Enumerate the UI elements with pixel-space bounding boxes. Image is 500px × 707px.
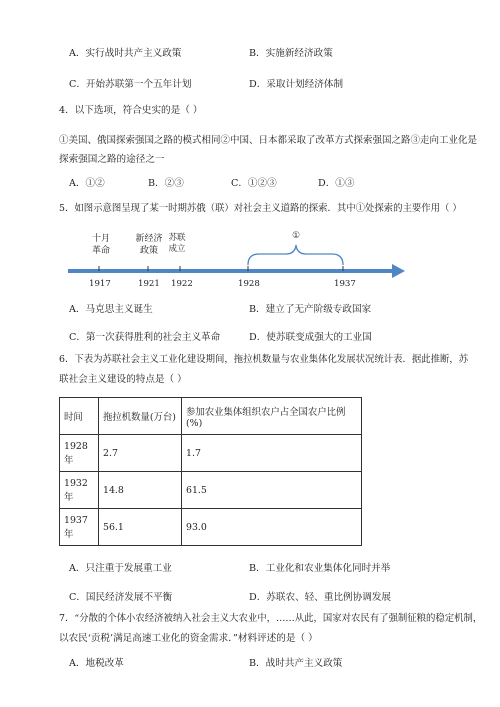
q6-option-b[interactable]: B．工业化和农业集体化同时并举 <box>249 563 391 574</box>
table-cell: 1937 年 <box>60 509 99 546</box>
q3-option-c[interactable]: C．开始苏联第一个五年计划 <box>69 79 192 90</box>
q6-stem-line1: 6．下表为苏联社会主义工业化建设期间，拖拉机数量与农业集体化发展状况统计表．据此推断，苏 <box>59 354 469 365</box>
table-header-cell: 时间 <box>60 398 99 435</box>
q4-stem: 4．以下选项，符合史实的是（ ） <box>59 105 203 116</box>
table-header-cell: 拖拉机数量(万台) <box>99 398 182 435</box>
table-cell: 1.7 <box>182 435 362 472</box>
q5-option-b[interactable]: B．建立了无产阶级专政国家 <box>249 304 372 315</box>
event-2-year: 1921 <box>138 279 160 289</box>
q7-option-b[interactable]: B．战时共产主义政策 <box>249 658 343 669</box>
table-cell: 61.5 <box>182 472 362 509</box>
statistics-table <box>59 397 362 546</box>
table-cell: 14.8 <box>99 472 182 509</box>
q4-body-line1: ①美国、俄国探索强国之路的模式相同②中国、日本都采取了改革方式探索强国之路③走向工业化是 <box>59 135 478 146</box>
event-2-label-line2: 政策 <box>139 246 158 256</box>
event-3-year: 1922 <box>171 279 193 289</box>
table-header-cell: 参加农业集体组织农户占全国农户比例(%) <box>182 398 362 435</box>
event-3-label-line2: 成立 <box>168 243 186 253</box>
table-row <box>60 509 362 546</box>
period-brace <box>248 245 343 265</box>
table-row <box>60 435 362 472</box>
q5-option-c[interactable]: C．第一次获得胜利的社会主义革命 <box>69 332 221 343</box>
q6-option-a[interactable]: A．只注重于发展重工业 <box>69 563 172 574</box>
q6-option-c[interactable]: C．国民经济发展不平衡 <box>69 592 173 603</box>
period-end-year: 1937 <box>334 279 356 289</box>
q4-option-a[interactable]: A．①② <box>69 178 105 189</box>
period-marker: ① <box>291 231 301 241</box>
q3-option-d[interactable]: D．采取计划经济体制 <box>249 79 344 90</box>
q7-stem-line2: 以农民‘贡税’满足高速工业化的资金需求．”材料评述的是（ ） <box>59 633 318 644</box>
table-cell: 1928 年 <box>60 435 99 472</box>
event-3-label-line1: 苏联 <box>168 232 186 242</box>
event-1-label-line2: 革命 <box>91 246 110 256</box>
q5-option-a[interactable]: A．马克思主义诞生 <box>69 304 153 315</box>
q4-body-line2: 探索强国之路的途径之一 <box>59 154 165 165</box>
event-2-label-line1: 新经济 <box>135 234 163 244</box>
q4-option-b[interactable]: B．②③ <box>148 178 184 189</box>
table-header-row <box>60 398 362 435</box>
q7-option-a[interactable]: A．地税改革 <box>69 658 124 669</box>
table-cell: 56.1 <box>99 509 182 546</box>
table-row <box>60 472 362 509</box>
table-cell: 93.0 <box>182 509 362 546</box>
q3-option-a[interactable]: A．实行战时共产主义政策 <box>69 48 182 59</box>
q6-option-d[interactable]: D．苏联农、轻、重比例协调发展 <box>249 592 392 603</box>
q4-option-c[interactable]: C．①②③ <box>231 178 277 189</box>
event-1-year: 1917 <box>89 279 111 289</box>
table-cell: 2.7 <box>99 435 182 472</box>
timeline-arrowhead <box>392 264 405 278</box>
table-cell: 1932 年 <box>60 472 99 509</box>
period-start-year: 1928 <box>238 279 260 289</box>
q7-stem-line1: 7．“分散的个体小农经济被纳入社会主义大农业中，……从此，国家对农民有了强制征粮的稳定机制， <box>59 613 483 624</box>
q4-option-d[interactable]: D．①③ <box>318 178 355 189</box>
q5-stem: 5．如图示意图呈现了某一时期苏俄（联）对社会主义道路的探索．其中①处探索的主要作用（ ） <box>59 203 462 214</box>
q6-stem-line2: 联社会主义建设的特点是（ ） <box>59 374 187 385</box>
event-1-label-line1: 十月 <box>91 234 110 244</box>
q3-option-b[interactable]: B．实施新经济政策 <box>249 48 333 59</box>
q5-option-d[interactable]: D．使苏联变成强大的工业国 <box>249 332 372 343</box>
